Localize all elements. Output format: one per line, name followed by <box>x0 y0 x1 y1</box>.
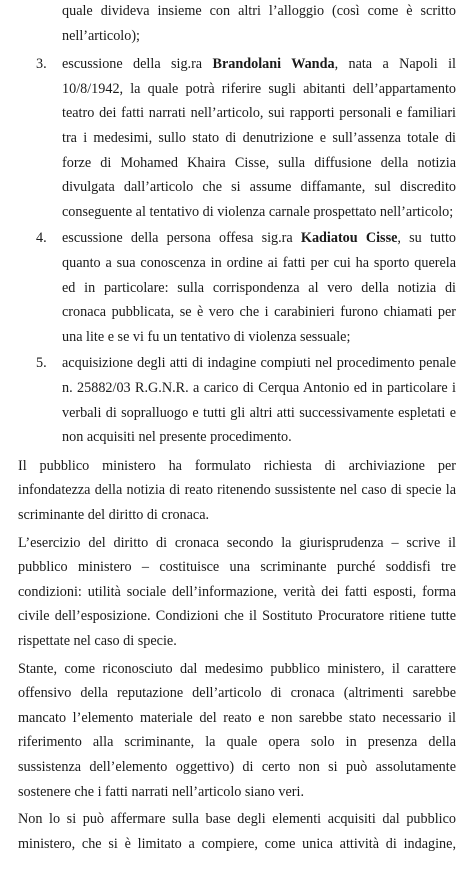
paragraph-line: sostenere che i fatti narrati nell’articolo siano veri. <box>18 783 304 800</box>
intro-line: nell’articolo); <box>62 27 140 44</box>
paragraph-line: mancato l’elemento materiale del reato e non sarebbe stato necessario il <box>18 709 456 726</box>
paragraph-line: pubblico ministero – costituisce una scriminante purché soddisfi tre <box>18 559 456 576</box>
paragraph-line: Il pubblico ministero ha formulato richiesta di archiviazione per <box>18 457 456 474</box>
list-item-line: teatro dei fatti narrati nell’articolo, sui rapporti personali e familiari <box>62 105 456 122</box>
paragraph-line: L’esercizio del diritto di cronaca secondo la giurisprudenza – scrive il <box>18 534 456 551</box>
paragraph-line: civile dell’esposizione. Condizioni che il Sostituto Procuratore ritiene tutte <box>18 608 456 625</box>
list-item-line: conseguente al tentativo di violenza carnale prospettato nell’articolo; <box>62 203 454 220</box>
list-item-line: escussione della persona offesa sig.ra Kadiatou Cisse, su tutto <box>62 230 456 247</box>
list-item-line: divulgata dall’articolo che si assume diffamante, sul discredito <box>62 179 456 196</box>
paragraph-line: ministero, che si è limitato a compiere, come unica attività di indagine, <box>18 835 456 852</box>
list-item-line: tra i medesimi, sullo stato di denutrizione e sull’assenza totale di <box>62 130 456 146</box>
paragraph-line: riferimento alla scriminante, la quale opera solo in presenza della <box>18 734 456 751</box>
paragraph-line: Non lo si può affermare sulla base degli elementi acquisiti dal pubblico <box>18 811 456 828</box>
list-item-number: 4. <box>36 230 47 247</box>
paragraph-line: infondatezza della notizia di reato ritenendo sussistente nel caso di specie la <box>18 482 456 499</box>
list-item-line: ed in particolare: sulla corrispondenza al vero della notizia di <box>62 279 456 296</box>
list-item-line: n. 25882/03 R.G.N.R. a carico di Cerqua Antonio ed in particolare i <box>62 380 456 396</box>
intro-line: quale divideva insieme con altri l’alloggio (così come è scritto <box>62 3 456 19</box>
list-item-number: 5. <box>36 355 47 372</box>
list-item-line: cronaca pubblicata, se è vero che i carabinieri furono chiamati per <box>62 304 456 321</box>
paragraph-line: condizioni: utilità sociale dell’informazione, verità dei fatti esposti, forma <box>18 583 456 600</box>
paragraph-line: Stante, come riconosciuto dal medesimo pubblico ministero, il carattere <box>18 660 456 677</box>
list-item-line: 10/8/1942, la quale potrà riferire sugli abitanti dell’appartamento <box>62 80 456 97</box>
paragraph-line: sussistenza dell’elemento oggettivo) di certo non si può assolutamente <box>18 759 456 775</box>
paragraph-line: scriminante del diritto di cronaca. <box>18 507 210 523</box>
list-item-line: verbali di sopralluogo e tutti gli altri atti successivamente espletati e <box>62 404 456 421</box>
bold-name: Brandolani Wanda <box>212 56 335 73</box>
list-item-line: forze di Mohamed Khaira Cisse, sulla diffusione della notizia <box>62 154 456 171</box>
list-item-line: acquisizione degli atti di indagine compiuti nel procedimento penale <box>62 355 456 372</box>
paragraph-line: rispettate nel caso di specie. <box>18 633 177 649</box>
list-item-line: una lite e se vi fu un tentativo di violenza sessuale; <box>62 328 351 345</box>
bold-name: Kadiatou Cisse <box>300 230 398 247</box>
list-item-line: non acquisiti nel presente procedimento. <box>62 429 292 446</box>
list-item-number: 3. <box>36 56 47 73</box>
list-item-line: escussione della sig.ra Brandolani Wanda, nata a Napoli il <box>62 56 456 73</box>
list-item-line: quanto a sua conoscenza in ordine ai fatti per cui ha sporto querela <box>62 255 456 271</box>
paragraph-line: offensivo della reputazione dell’articolo di cronaca (altrimenti sarebbe <box>18 685 456 702</box>
